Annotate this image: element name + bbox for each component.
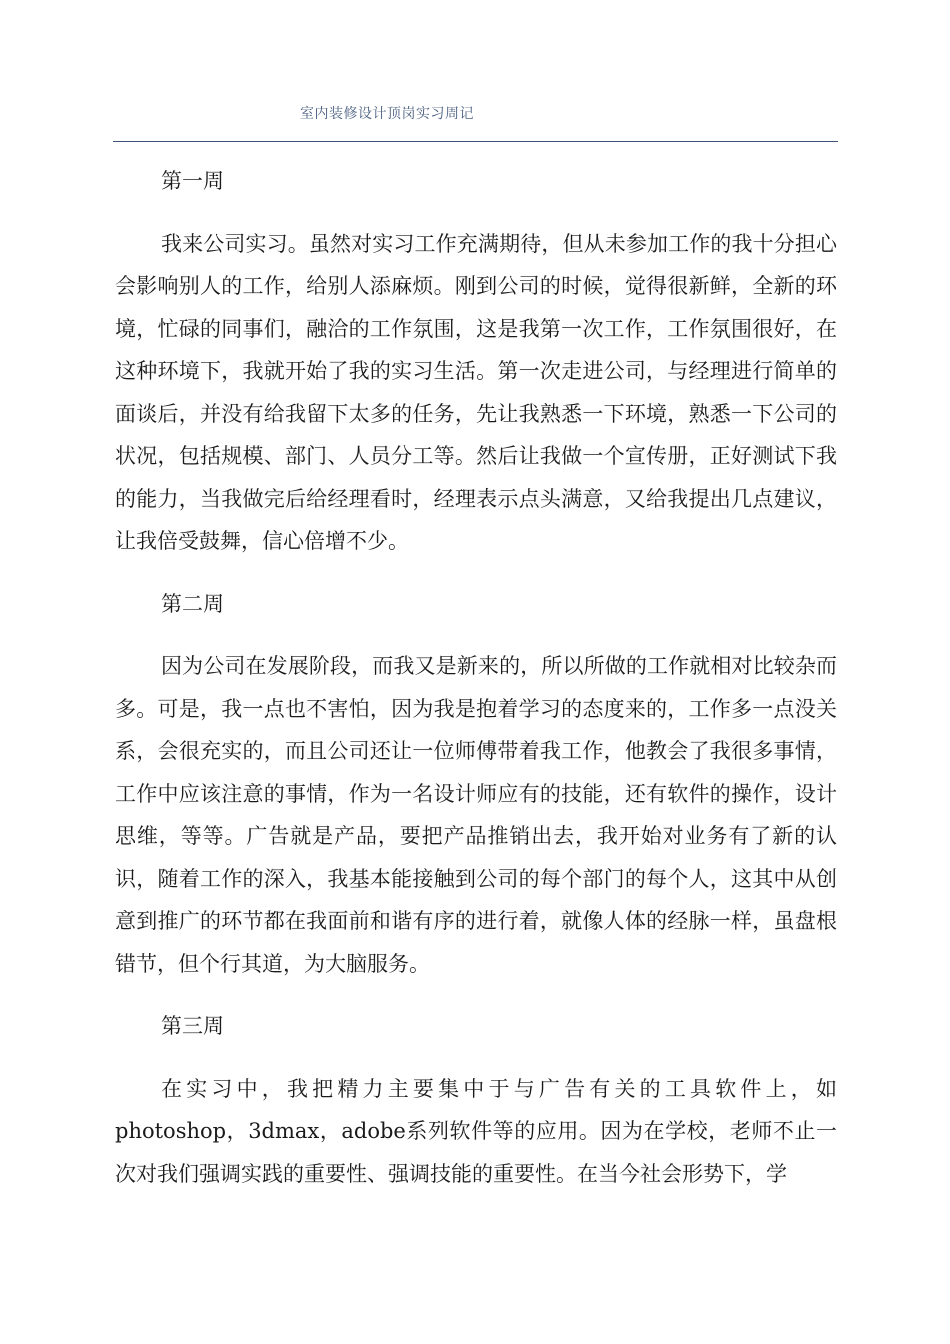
document-header-title: 室内装修设计顶岗实习周记: [300, 106, 474, 122]
document-body: [115, 160, 837, 1215]
week-3-paragraph: 在实习中，我把精力主要集中于与广告有关的工具软件上，如photoshop，3dmax，adobe系列软件等的应用。因为在学校，老师不止一次对我们强调实践的重要性、强调技能的重要性。在当今社会形势下，学: [115, 1076, 837, 1186]
week-2-heading: 第二周: [161, 591, 224, 616]
header-divider: [113, 141, 838, 142]
week-2-paragraph: 因为公司在发展阶段，而我又是新来的，所以所做的工作就相对比较杂而多。可是，我一点也不害怕，因为我是抱着学习的态度来的，工作多一点没关系，会很充实的，而且公司还让一位师傅带着我工作，他教会了我很多事情，工作中应该注意的事情，作为一名设计师应有的技能，还有软件的操作，设计思维，等等。广告就是产品，要把产品推销出去，我开始对业务有了新的认识，随着工作的深入，我基本能接触到公司的每个部门的每个人，这其中从创意到推广的环节都在我面前和谐有序的进行着，就像人体的经脉一样，虽盘根错节，但个行其道，为大脑服务。: [115, 654, 837, 976]
week-1-heading: 第一周: [161, 169, 224, 193]
week-3-heading: 第三周: [161, 1014, 224, 1038]
week-1-paragraph: 我来公司实习。虽然对实习工作充满期待，但从未参加工作的我十分担心会影响别人的工作，给别人添麻烦。刚到公司的时候，觉得很新鲜，全新的环境，忙碌的同事们，融洽的工作氛围，这是我第一次工作，工作氛围很好，在这种环境下，我就开始了我的实习生活。第一次走进公司，与经理进行简单的面谈后，并没有给我留下太多的任务，先让我熟悉一下环境，熟悉一下公司的状况，包括规模、部门、人员分工等。然后让我做一个宣传册，正好测试下我的能力，当我做完后给经理看时，经理表示点头满意，又给我提出几点建议，让我倍受鼓舞，信心倍增不少。: [115, 231, 837, 553]
